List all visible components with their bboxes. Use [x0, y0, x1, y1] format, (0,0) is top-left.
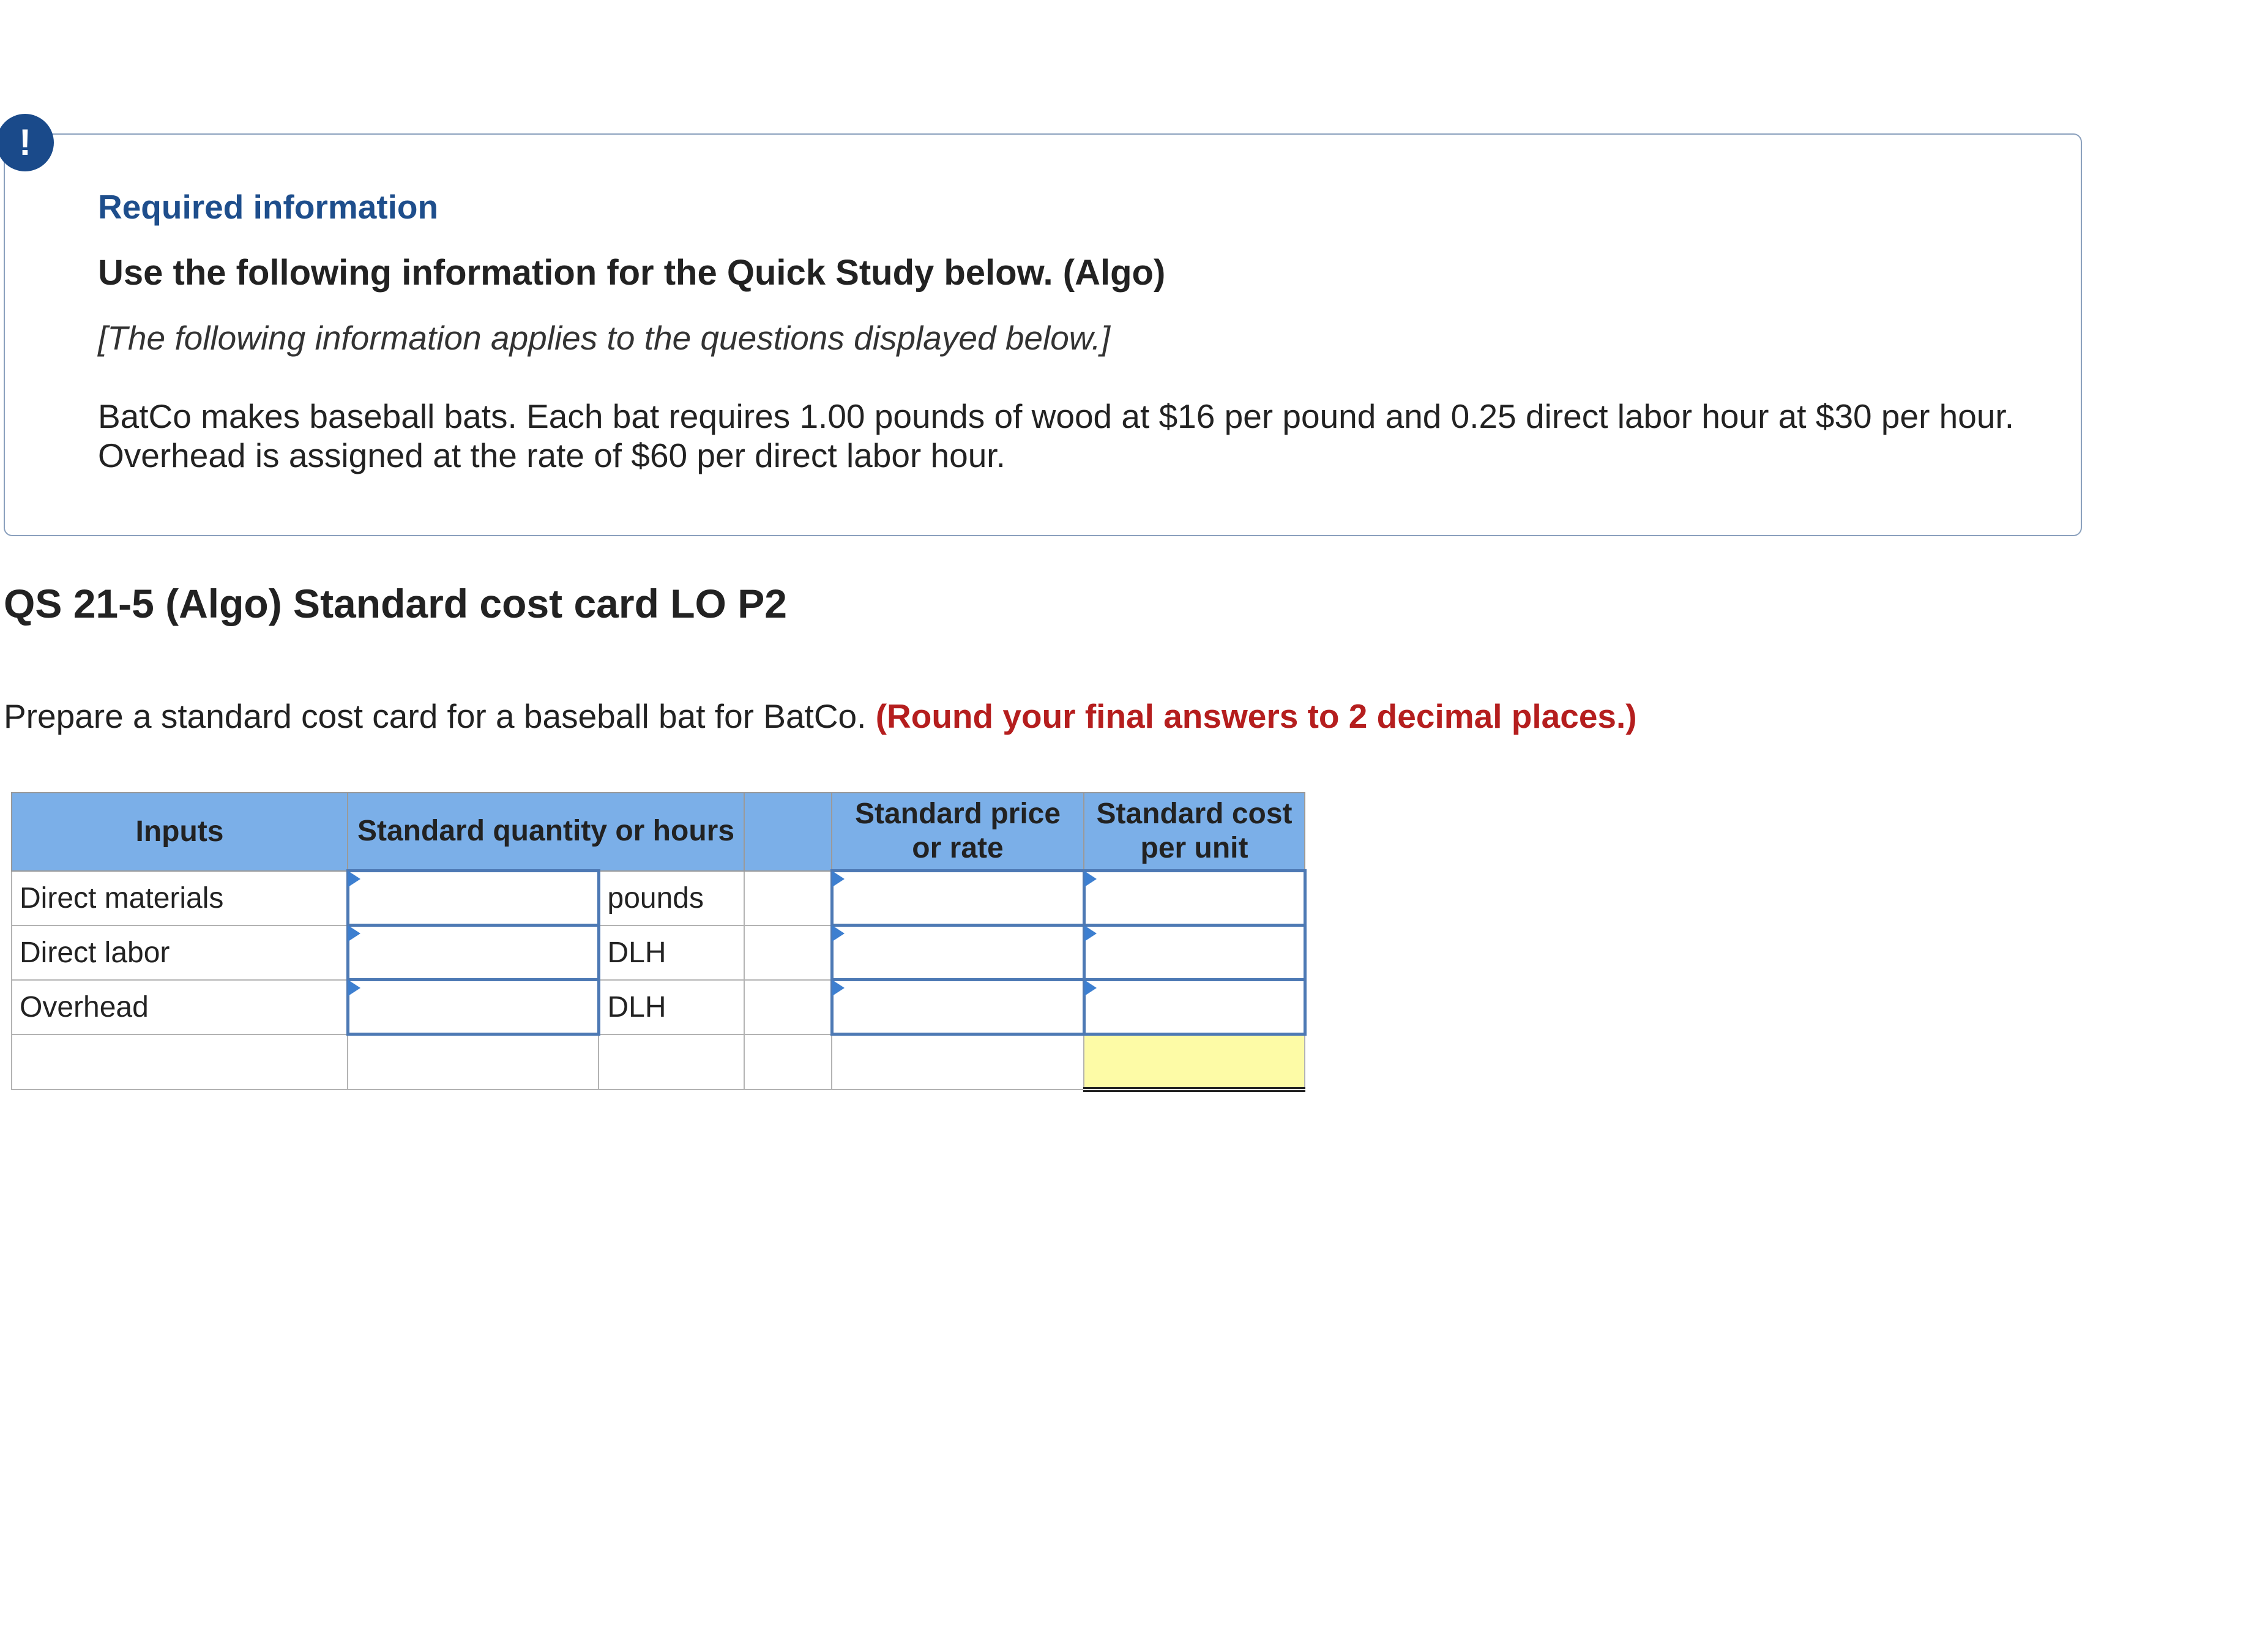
direct-labor-cost-cell — [1084, 926, 1305, 980]
spacer-cell — [744, 980, 832, 1034]
total-empty-cell — [832, 1034, 1084, 1090]
direct-materials-price-input[interactable] — [834, 872, 1083, 924]
direct-materials-unit: pounds — [599, 871, 744, 926]
applies-note: [The following information applies to the questions displayed below.] — [98, 319, 1111, 357]
header-standard-price — [832, 793, 1084, 871]
table-row-direct-materials — [12, 871, 1305, 926]
direct-materials-price-cell — [832, 871, 1084, 926]
direct-labor-quantity-input[interactable] — [349, 927, 597, 978]
required-information-heading: Required information — [98, 188, 439, 226]
question-title: QS 21-5 (Algo) Standard cost card LO P2 — [4, 581, 787, 626]
alert-icon: ! — [0, 114, 54, 171]
overhead-cost-input[interactable] — [1086, 981, 1304, 1033]
table-row-overhead — [12, 980, 1305, 1034]
header-cost-line2: per unit — [1140, 832, 1248, 864]
header-price-line1: Standard price — [854, 798, 1061, 830]
table-header-row — [12, 793, 1305, 871]
row-label-overhead: Overhead — [12, 980, 348, 1034]
direct-materials-quantity-cell — [348, 871, 599, 926]
table-row-direct-labor — [12, 926, 1305, 980]
row-label-direct-labor: Direct labor — [12, 926, 348, 980]
direct-labor-cost-input[interactable] — [1086, 927, 1304, 978]
table-row-total — [12, 1034, 1305, 1090]
overhead-price-cell — [832, 980, 1084, 1034]
direct-materials-quantity-input[interactable] — [349, 872, 597, 924]
header-standard-quantity: Standard quantity or hours — [348, 793, 744, 871]
total-label-cell — [12, 1034, 348, 1090]
direct-materials-cost-cell — [1084, 871, 1305, 926]
standard-cost-card-table — [11, 792, 1307, 1092]
direct-materials-cost-input[interactable] — [1086, 872, 1304, 924]
total-empty-cell — [744, 1034, 832, 1090]
direct-labor-unit: DLH — [599, 926, 744, 980]
overhead-price-input[interactable] — [834, 981, 1083, 1033]
direct-labor-quantity-cell — [348, 926, 599, 980]
header-cost-line1: Standard cost — [1096, 798, 1293, 830]
question-instructions — [4, 697, 1637, 736]
overhead-quantity-input[interactable] — [349, 981, 597, 1033]
spacer-cell — [744, 871, 832, 926]
header-price-line2: or rate — [912, 832, 1004, 864]
direct-labor-price-cell — [832, 926, 1084, 980]
problem-description: BatCo makes baseball bats. Each bat requires 1.00 pounds of wood at $16 per pound and 0.25 direct labor hour at $30 per hour. Overhead is assigned at the rate of $60 per direct labor hour. — [98, 397, 2014, 474]
total-empty-cell — [599, 1034, 744, 1090]
total-standard-cost-cell — [1084, 1034, 1305, 1090]
quick-study-subheading: Use the following information for the Quick Study below. (Algo) — [98, 253, 1166, 293]
direct-labor-price-input[interactable] — [834, 927, 1083, 978]
instructions-text: Prepare a standard cost card for a baseball bat for BatCo. — [4, 697, 867, 735]
spacer-cell — [744, 926, 832, 980]
overhead-quantity-cell — [348, 980, 599, 1034]
header-spacer — [744, 793, 832, 871]
overhead-unit: DLH — [599, 980, 744, 1034]
overhead-cost-cell — [1084, 980, 1305, 1034]
row-label-direct-materials: Direct materials — [12, 871, 348, 926]
total-empty-cell — [348, 1034, 599, 1090]
header-standard-cost — [1084, 793, 1305, 871]
rounding-hint: (Round your final answers to 2 decimal places.) — [875, 697, 1637, 735]
header-inputs: Inputs — [12, 793, 348, 871]
